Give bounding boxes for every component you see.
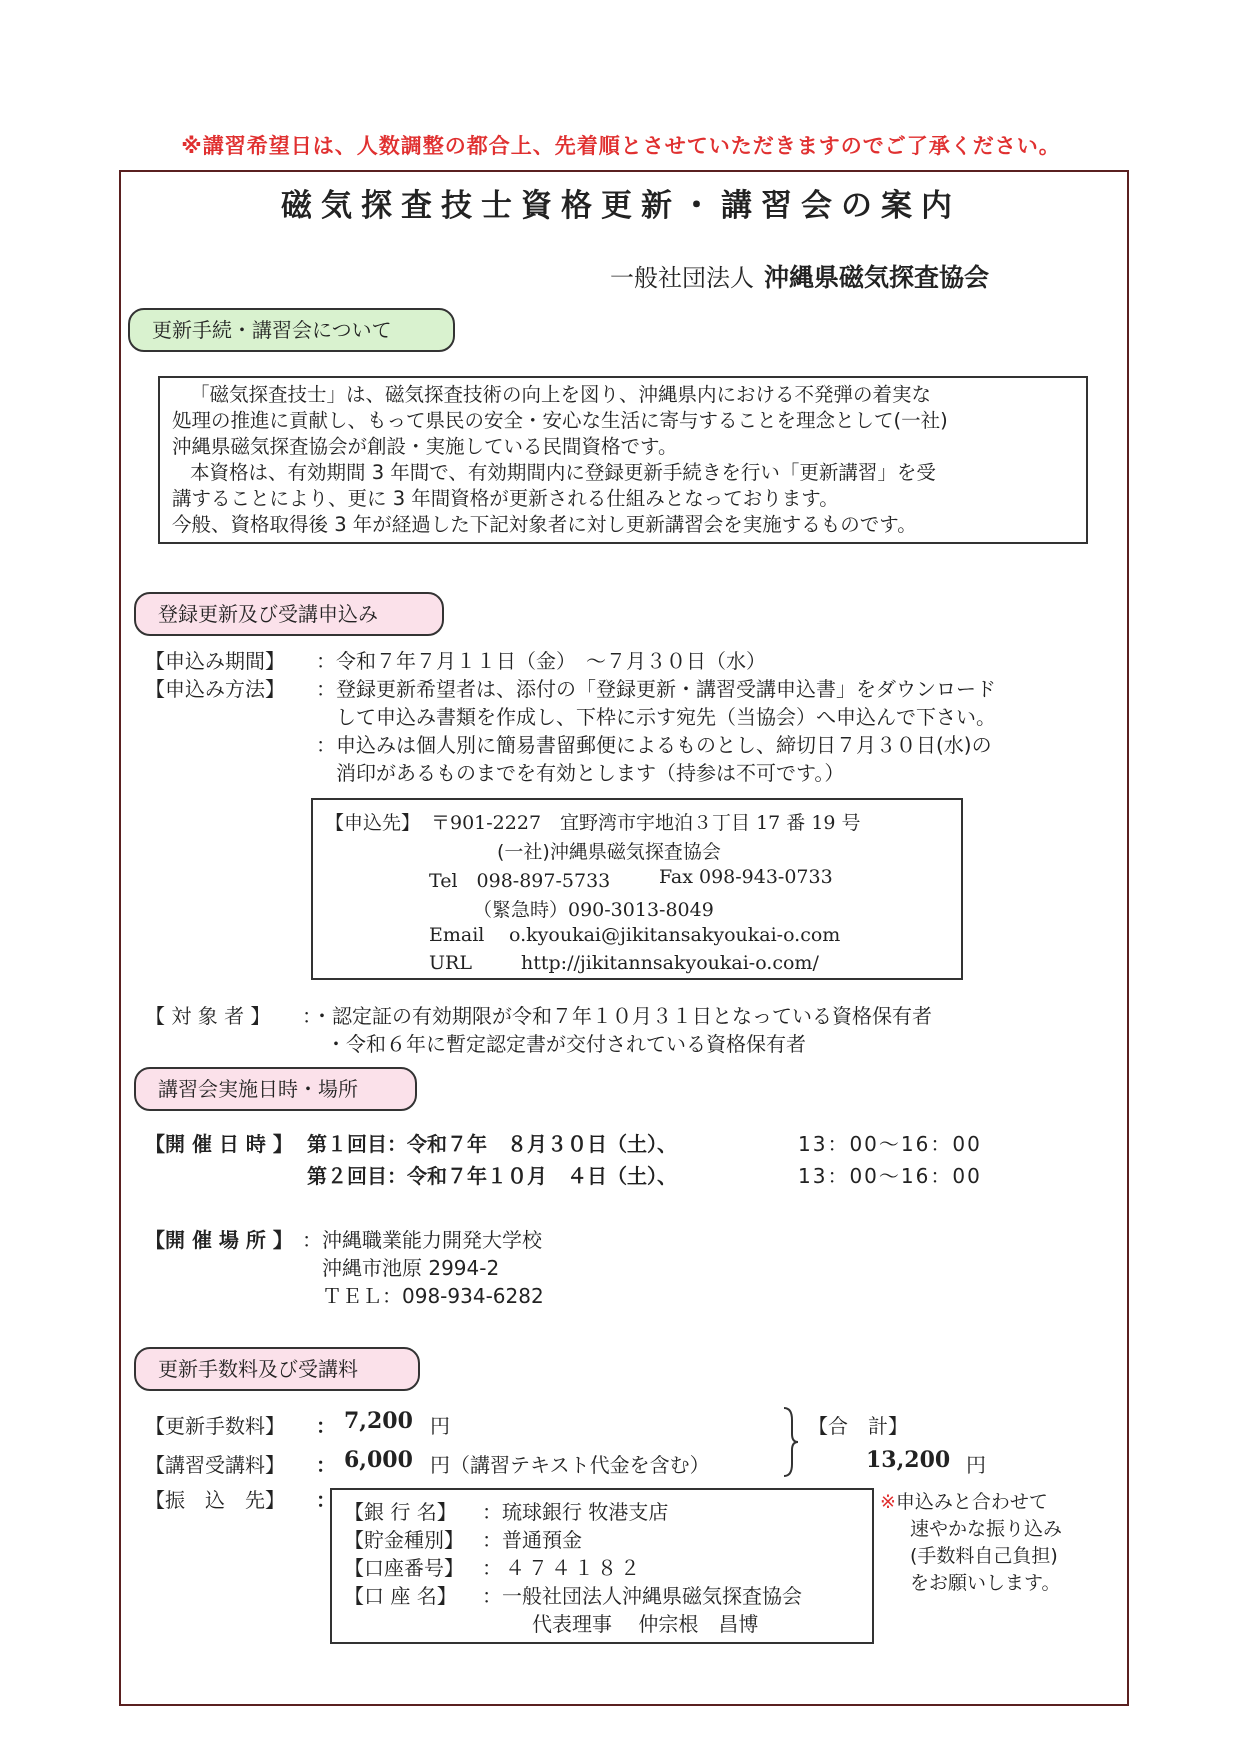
method-line: ：登録更新希望者は、添付の「登録更新・講習受講申込書」をダウンロード <box>316 677 996 701</box>
notice-text: ※講習希望日は、人数調整の都合上、先着順とさせていただきますのでご了承ください。 <box>181 134 1061 158</box>
total-label: 【合 計】 <box>808 1414 908 1438</box>
target-line: ：・認定証の有効期限が令和７年１０月３１日となっている資格保有者 <box>302 1004 932 1028</box>
note-line: をお願いします。 <box>910 1572 1061 1594</box>
organization-name: 沖縄県磁気探査協会 <box>764 263 990 292</box>
target-line: ・令和６年に暫定認定書が交付されている資格保有者 <box>326 1032 806 1056</box>
address-postal: 〒901-2227 宜野湾市宇地泊３丁目 17 番 19 号 <box>431 812 861 834</box>
intro-line: 本資格は、有効期間 3 年間で、有効期間内に登録更新手続きを行い「更新講習」を受 <box>190 461 936 484</box>
right-brace-icon <box>782 1406 800 1478</box>
session-2-time: 13：00～16：00 <box>798 1164 982 1188</box>
fee-amount: 7,200 <box>344 1408 413 1434</box>
organization-prefix: 一般社団法人 <box>610 264 754 292</box>
venue-line: ：沖縄職業能力開発大学校 <box>302 1228 542 1252</box>
url-link[interactable]: http://jikitannsakyoukai-o.com/ <box>521 952 819 974</box>
fee-label: 【更新手数料】 <box>145 1414 285 1438</box>
intro-line: 「磁気探査技士」は、磁気探査技術の向上を図り、沖縄県内における不発弾の着実な <box>190 383 932 406</box>
method-line: して申込み書類を作成し、下枠に示す宛先（当協会）へ申込んで下さい。 <box>336 705 996 729</box>
bank-row-label: 【貯金種別】 <box>344 1528 464 1552</box>
section-heading-schedule: 講習会実施日時・場所 <box>134 1067 417 1111</box>
section-heading-fees: 更新手数料及び受講料 <box>134 1347 420 1391</box>
fee-colon: ： <box>316 1414 336 1438</box>
total-amount: 13,200 <box>866 1447 951 1473</box>
bank-row-label: 【銀 行 名】 <box>344 1500 457 1524</box>
bank-box <box>330 1488 874 1644</box>
course-colon: ： <box>316 1453 336 1477</box>
total-unit: 円 <box>966 1453 986 1477</box>
section-heading-renewal: 更新手続・講習会について <box>128 308 455 352</box>
intro-line: 今般、資格取得後 3 年が経過した下記対象者に対し更新講習会を実施するものです。 <box>172 513 917 536</box>
address-box <box>311 798 963 980</box>
url-label: URL <box>429 952 472 974</box>
transfer-label: 【振 込 先】 <box>145 1488 285 1512</box>
intro-line: 講することにより、更に 3 年間資格が更新される仕組みとなっております。 <box>172 487 839 510</box>
bank-row-label: 【口 座 名】 <box>344 1584 457 1608</box>
bank-row-label: 【口座番号】 <box>344 1556 464 1580</box>
address-label: 【申込先】 <box>325 812 421 834</box>
bank-row-value: ：普通預金 <box>482 1528 582 1552</box>
note-line: (手数料自己負担) <box>910 1545 1058 1567</box>
email-label: Email <box>429 924 485 946</box>
address-fax: Fax 098-943-0733 <box>659 866 833 888</box>
venue-line: 沖縄市池原 2994-2 <box>322 1256 500 1280</box>
period-value: ：令和７年７月１１日（金） ～７月３０日（水） <box>316 649 766 673</box>
period-label: 【申込み期間】 <box>145 649 285 673</box>
organization <box>610 258 989 294</box>
note-line: 速やかな振り込み <box>910 1518 1063 1540</box>
venue-label: 【開 催 場 所 】 <box>145 1228 293 1252</box>
intro-line: 処理の推進に貢献し、もって県民の安全・安心な生活に寄与することを理念として(一社) <box>172 409 948 432</box>
method-line: 消印があるものまでを有効とします（持参は不可です。） <box>336 761 845 785</box>
course-amount: 6,000 <box>344 1447 413 1473</box>
note-line: ※申込みと合わせて <box>880 1491 1048 1513</box>
transfer-colon: ： <box>316 1488 336 1512</box>
course-unit: 円（講習テキスト代金を含む） <box>430 1453 710 1477</box>
bank-representative: 代表理事 仲宗根 昌博 <box>532 1612 759 1636</box>
method-line: ：申込みは個人別に簡易書留郵便によるものとし、締切日７月３０日(水)の <box>316 733 992 757</box>
intro-line: 沖縄県磁気探査協会が創設・実施している民間資格です。 <box>172 435 678 458</box>
target-label: 【 対 象 者 】 <box>145 1004 271 1028</box>
bank-row-value: ：４７４１８２ <box>482 1556 643 1580</box>
date-label: 【開 催 日 時 】 <box>145 1132 293 1156</box>
bank-row-value: ：一般社団法人沖縄県磁気探査協会 <box>482 1584 802 1608</box>
session-1-time: 13：00～16：00 <box>798 1132 982 1156</box>
address-tel: Tel 098-897-5733 <box>429 870 611 892</box>
address-emergency: （緊急時）090-3013-8049 <box>473 899 714 921</box>
venue-line: ＴＥＬ：098-934-6282 <box>322 1284 544 1308</box>
bank-row-value: ：琉球銀行 牧港支店 <box>482 1500 669 1524</box>
session-2-date: 第２回目：令和７年１０月 ４日（土）、 <box>307 1164 677 1188</box>
email-link[interactable]: o.kyoukai@jikitansakyoukai-o.com <box>509 924 841 946</box>
fee-unit: 円 <box>430 1414 450 1438</box>
course-label: 【講習受講料】 <box>145 1453 285 1477</box>
address-org: (一社)沖縄県磁気探査協会 <box>497 841 721 863</box>
method-label: 【申込み方法】 <box>145 677 285 701</box>
note-first-line: 申込みと合わせて <box>895 1491 1048 1513</box>
session-1-date: 第１回目：令和７年 ８月３０日（土）、 <box>307 1132 677 1156</box>
page-title: 磁気探査技士資格更新・講習会の案内 <box>281 188 961 224</box>
section-heading-application: 登録更新及び受講申込み <box>134 592 444 636</box>
intro-box <box>158 376 1088 544</box>
